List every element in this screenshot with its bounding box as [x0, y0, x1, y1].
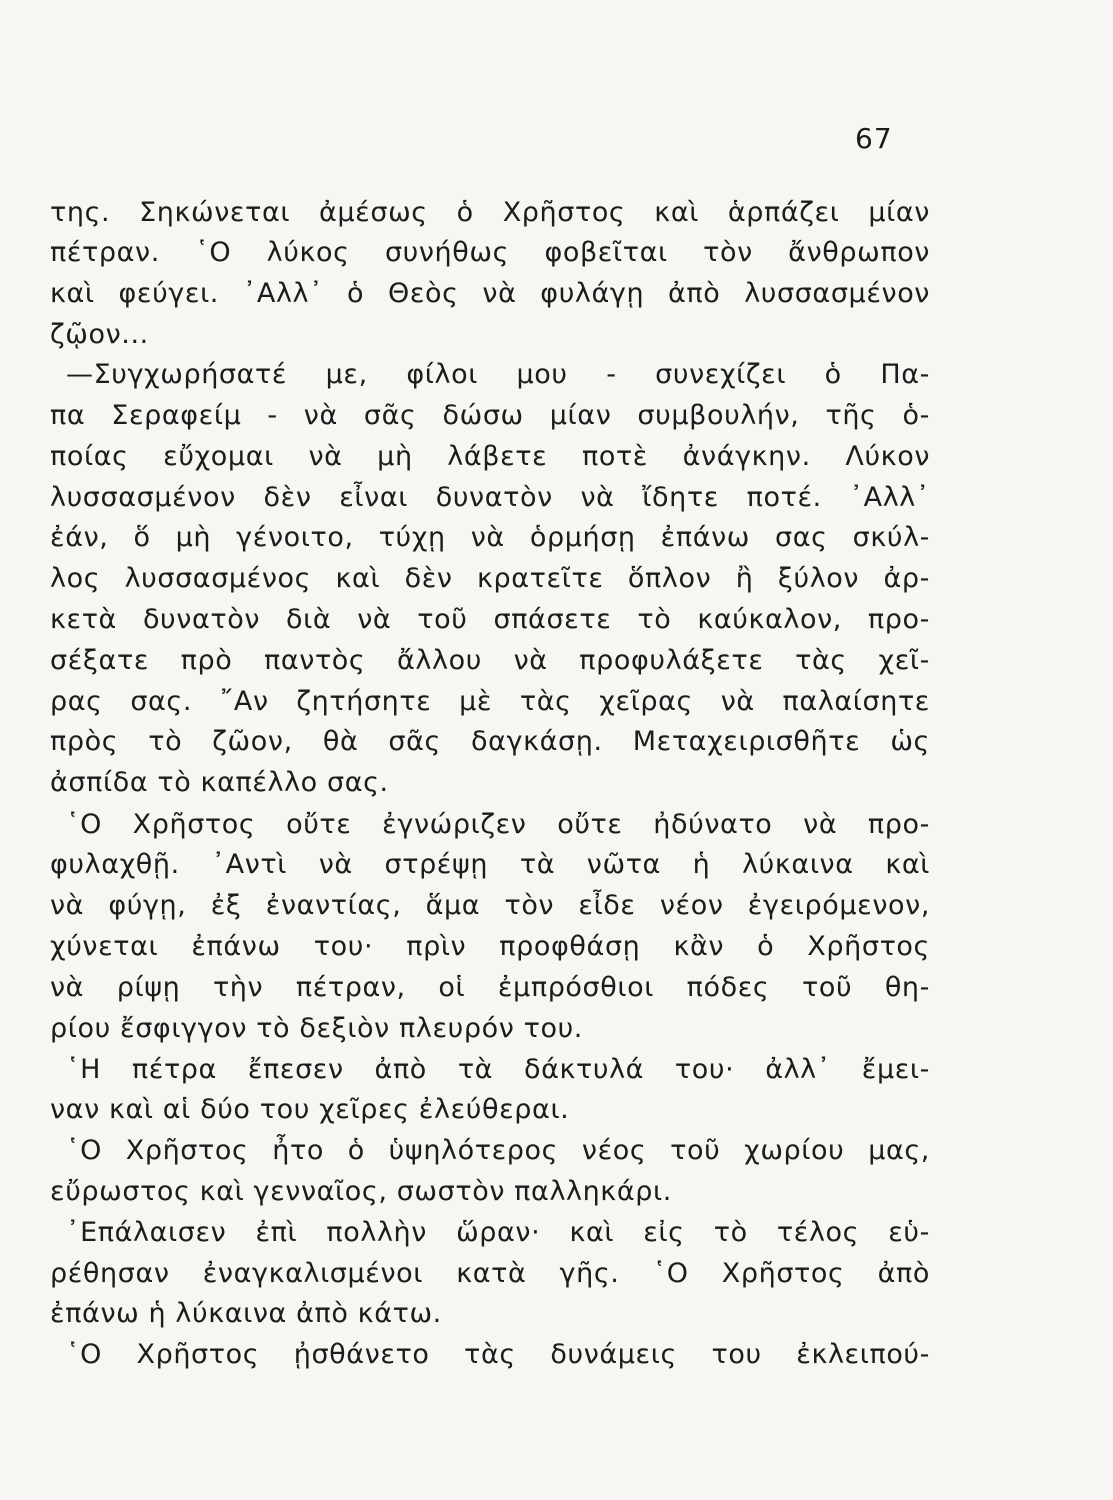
text-line: ἐάν, ὅ μὴ γένοιτο, τύχῃ νὰ ὁρμήσῃ ἐπάνω σας σκύλ-	[50, 522, 930, 553]
text-line: ῾Ο Χρῆστος ᾐσθάνετο τὰς δυνάμεις του ἐκλειπού-	[66, 1339, 930, 1370]
text-line: ρας σας. ῎Αν ζητήσητε μὲ τὰς χεῖρας νὰ παλαίσητε	[50, 686, 930, 717]
text-line: λυσσασμένον δὲν εἶναι δυνατὸν νὰ ἴδητε ποτέ. ᾿Αλλ᾿	[50, 482, 930, 513]
text-line: ἐπάνω ἡ λύκαινα ἀπὸ κάτω.	[50, 1298, 442, 1329]
text-line: ῾Ο Χρῆστος οὔτε ἐγνώριζεν οὔτε ἠδύνατο νὰ προ-	[66, 809, 930, 840]
text-line: ἀσπίδα τὸ καπέλλο σας.	[50, 767, 389, 798]
text-line: πρὸς τὸ ζῶον, θὰ σᾶς δαγκάσῃ. Μεταχειρισθῆτε ὡς	[50, 726, 930, 757]
text-line: ρίου ἔσφιγγον τὸ δεξιὸν πλευρόν του.	[50, 1013, 583, 1044]
text-line: εὔρωστος καὶ γενναῖος, σωστὸν παλληκάρι.	[50, 1176, 672, 1207]
text-line: νὰ φύγῃ, ἐξ ἐναντίας, ἅμα τὸν εἶδε νέον ἐγειρόμενον,	[50, 890, 930, 921]
text-line: ᾿Επάλαισεν ἐπὶ πολλὴν ὥραν· καὶ εἰς τὸ τέλος εὑ-	[66, 1217, 930, 1248]
text-line: ῾Η πέτρα ἔπεσεν ἀπὸ τὰ δάκτυλά του· ἀλλ᾿ ἔμει-	[66, 1054, 930, 1085]
text-line: νὰ ρίψῃ τὴν πέτραν, οἱ ἐμπρόσθιοι πόδες τοῦ θη-	[50, 972, 930, 1003]
text-line: της. Σηκώνεται ἀμέσως ὁ Χρῆστος καὶ ἁρπάζει μίαν	[50, 197, 930, 228]
text-line: λος λυσσασμένος καὶ δὲν κρατεῖτε ὅπλον ἢ ξύλον ἀρ-	[50, 563, 930, 594]
text-line: —Συγχωρήσατέ με, φίλοι μου - συνεχίζει ὁ Πα-	[66, 359, 930, 390]
text-line: πα Σεραφείμ - νὰ σᾶς δώσω μίαν συμβουλήν, τῆς ὁ-	[50, 400, 930, 431]
text-line: πέτραν. ῾Ο λύκος συνήθως φοβεῖται τὸν ἄνθρωπον	[50, 237, 930, 268]
text-line: σέξατε πρὸ παντὸς ἄλλου νὰ προφυλάξετε τὰς χεῖ-	[50, 645, 930, 676]
text-line: ρέθησαν ἐναγκαλισμένοι κατὰ γῆς. ῾Ο Χρῆστος ἀπὸ	[50, 1258, 930, 1289]
text-line: ῾Ο Χρῆστος ἦτο ὁ ὑψηλότερος νέος τοῦ χωρίου μας,	[66, 1135, 930, 1166]
page-number: 67	[855, 122, 893, 155]
text-line: ποίας εὔχομαι νὰ μὴ λάβετε ποτὲ ἀνάγκην. Λύκον	[50, 441, 930, 472]
text-line: κετὰ δυνατὸν διὰ νὰ τοῦ σπάσετε τὸ καύκαλον, προ-	[50, 604, 930, 635]
text-line: καὶ φεύγει. ᾿Αλλ᾿ ὁ Θεὸς νὰ φυλάγῃ ἀπὸ λυσσασμένον	[50, 278, 930, 309]
text-line: ζῷον...	[50, 319, 149, 350]
text-line: φυλαχθῇ. ᾿Αντὶ νὰ στρέψῃ τὰ νῶτα ἡ λύκαινα καὶ	[50, 849, 930, 880]
text-line: χύνεται ἐπάνω του· πρὶν προφθάσῃ κἂν ὁ Χρῆστος	[50, 931, 930, 962]
text-line: ναν καὶ αἱ δύο του χεῖρες ἐλεύθεραι.	[50, 1094, 570, 1125]
